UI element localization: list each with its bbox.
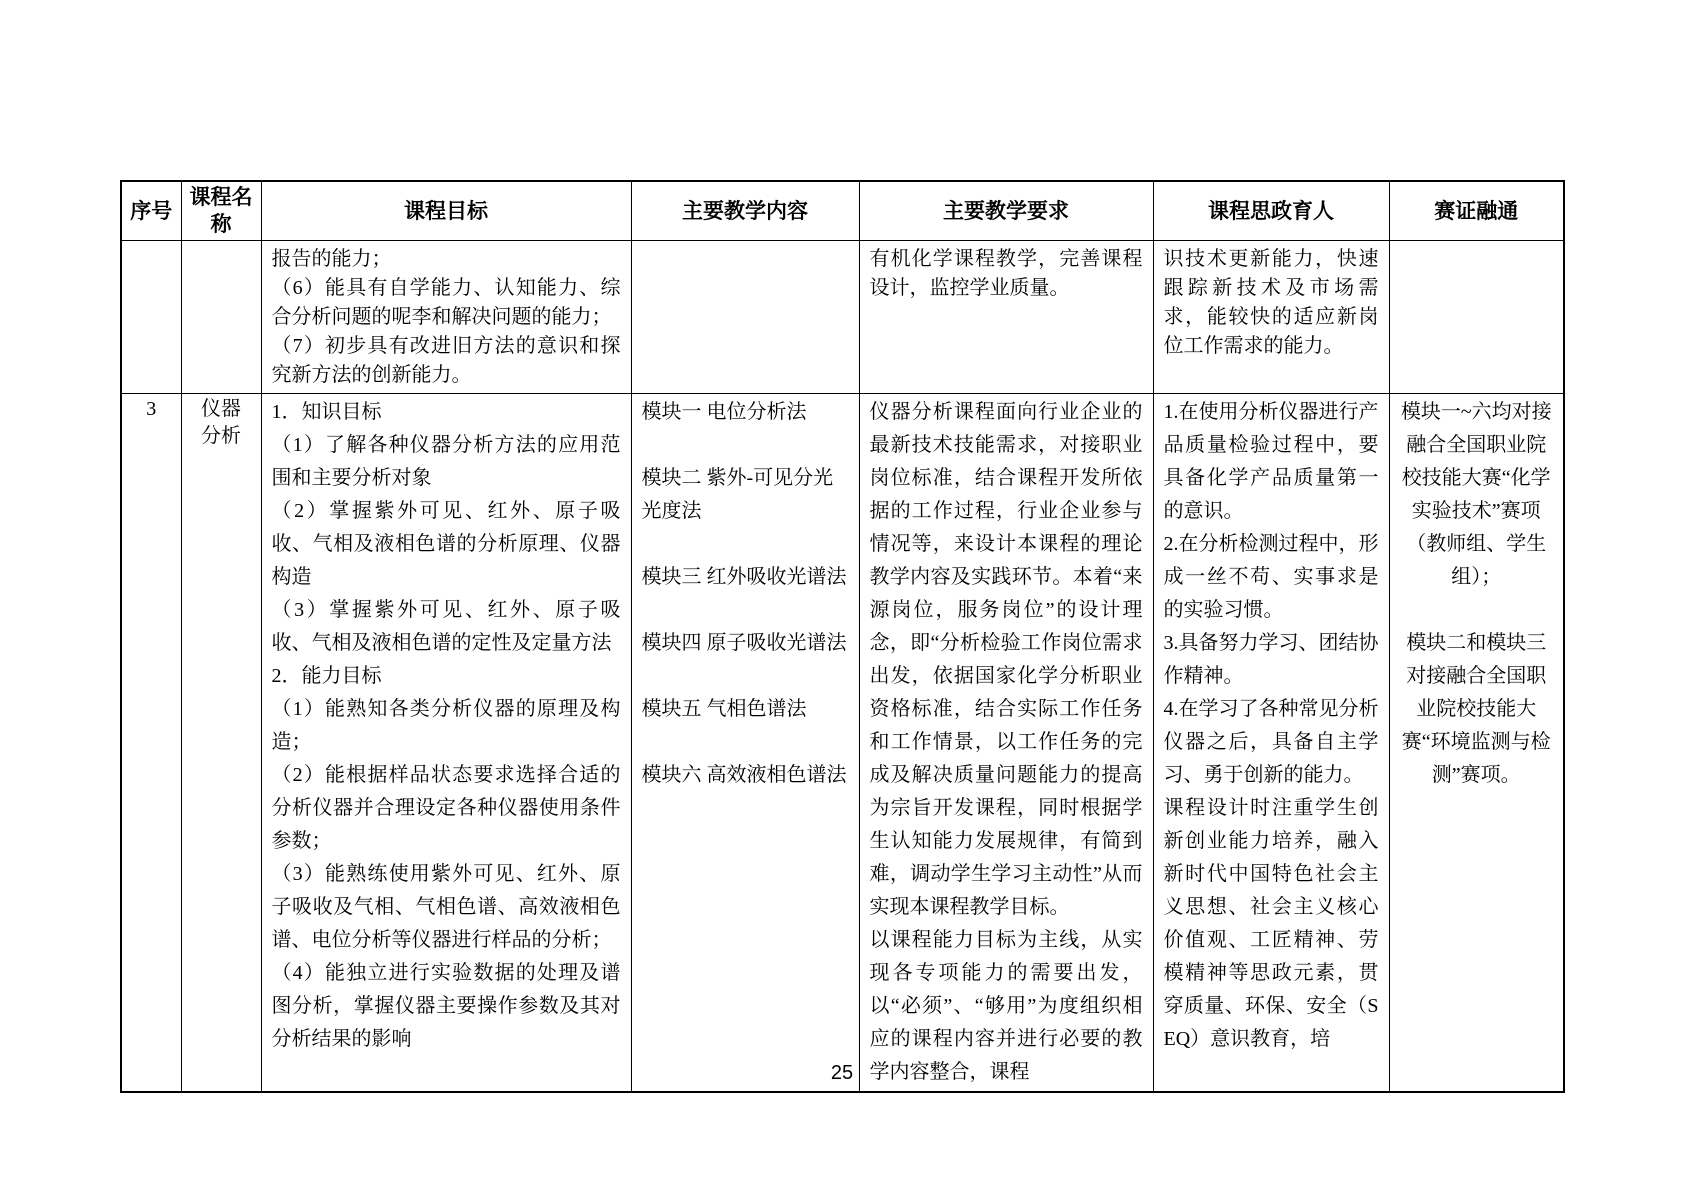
objective-paragraph: （4）能独立进行实验数据的处理及谱图分析，掌握仪器主要操作参数及其对分析结果的影响 <box>271 962 621 1050</box>
row3-requirements-cell <box>859 394 1153 1093</box>
table-row-continuation <box>121 241 1564 394</box>
row3-competition-cell <box>1389 394 1564 1093</box>
requirement-paragraph: 以课程能力目标为主线，从实现各专项能力的需要出发，以“必须”、“够用”为度组织相应的课程内容并进行必要的教学内容整合，课程 <box>869 929 1143 1083</box>
objective-paragraph: （2）掌握紫外可见、红外、原子吸收、气相及液相色谱的分析原理、仪器构造 <box>271 500 621 588</box>
prev-content-cell <box>631 241 859 394</box>
col-header-requirements: 主要教学要求 <box>859 181 1153 241</box>
curriculum-table <box>120 180 1565 1093</box>
row3-objectives-cell <box>261 394 631 1093</box>
module-item: 模块三 红外吸收光谱法 <box>641 566 847 588</box>
prev-objectives-cell <box>261 241 631 394</box>
col-header-objectives: 课程目标 <box>261 181 631 241</box>
objective-paragraph: （2）能根据样品状态要求选择合适的分析仪器并合理设定各种仪器使用条件参数； <box>271 764 621 852</box>
objective-paragraph: （3）掌握紫外可见、红外、原子吸收、气相及液相色谱的定性及定量方法 <box>271 599 621 654</box>
prev-seq-cell <box>121 241 181 394</box>
prev-ideology-cell <box>1153 241 1389 394</box>
objective-paragraph: 2．能力目标 <box>271 665 382 687</box>
row3-ideology-cell <box>1153 394 1389 1093</box>
ideology-paragraph: 1.在使用分析仪器进行产品质量检验过程中，要具备化学产品质量第一的意识。 <box>1163 401 1379 522</box>
module-item: 模块一 电位分析法 <box>641 401 807 423</box>
col-header-ideology: 课程思政育人 <box>1153 181 1389 241</box>
prev-competition-cell <box>1389 241 1564 394</box>
ideology-paragraph: 识技术更新能力，快速跟踪新技术及市场需求，能较快的适应新岗位工作需求的能力。 <box>1163 248 1379 357</box>
module-item: 模块五 气相色谱法 <box>641 698 807 720</box>
course-name: 仪器分析 <box>201 398 241 447</box>
ideology-paragraph: 4.在学习了各种常见分析仪器之后，具备自主学习、勇于创新的能力。 <box>1163 698 1379 786</box>
ideology-paragraph: 3.具备努力学习、团结协作精神。 <box>1163 632 1379 687</box>
objective-paragraph: （1）能熟知各类分析仪器的原理及构造； <box>271 698 621 753</box>
page-number: 25 <box>830 1062 854 1084</box>
prev-requirements-cell <box>859 241 1153 394</box>
col-header-competition: 赛证融通 <box>1389 181 1564 241</box>
col-header-content: 主要教学内容 <box>631 181 859 241</box>
row3-seq-cell <box>121 394 181 1093</box>
table-row-course-3 <box>121 394 1564 1093</box>
competition-paragraph: 模块二和模块三对接融合全国职业院校技能大赛“环境监测与检测”赛项。 <box>1401 632 1551 786</box>
objective-paragraph: 1．知识目标 <box>271 401 382 423</box>
table-header-row <box>121 181 1564 241</box>
requirement-paragraph: 仪器分析课程面向行业企业的最新技术技能需求，对接职业岗位标准，结合课程开发所依据的工作过程，行业企业参与情况等，来设计本课程的理论教学内容及实践环节。本着“来源岗位，服务岗位”的设计理念，即“分析检验工作岗位需求出发，依据国家化学分析职业资格标准，结合实际工作任务和工作情景，以工作任务的完成及解决质量问题能力的提高为宗旨开发课程，同时根据学生认知能力发展规律，有简到难，调动学生学习主动性”从而实现本课程教学目标。 <box>869 401 1143 918</box>
prev-course-name-cell <box>181 241 261 394</box>
ideology-paragraph: 课程设计时注重学生创新创业能力培养，融入新时代中国特色社会主义思想、社会主义核心价值观、工匠精神、劳模精神等思政元素，贯穿质量、环保、安全（SEQ）意识教育，培 <box>1163 797 1379 1050</box>
course-seq: 3 <box>146 398 157 420</box>
objective-paragraph: （1）了解各种仪器分析方法的应用范围和主要分析对象 <box>271 434 621 489</box>
module-item: 模块六 高效液相色谱法 <box>641 764 847 786</box>
ideology-paragraph: 2.在分析检测过程中，形成一丝不苟、实事求是的实验习惯。 <box>1163 533 1379 621</box>
module-item: 模块二 紫外-可见分光光度法 <box>641 467 834 522</box>
requirement-paragraph: 有机化学课程教学，完善课程设计，监控学业质量。 <box>869 248 1143 299</box>
row3-content-cell <box>631 394 859 1093</box>
objective-paragraph: （3）能熟练使用紫外可见、红外、原子吸收及气相、气相色谱、高效液相色谱、电位分析等仪器进行样品的分析； <box>271 863 621 951</box>
col-header-course-name: 课程名称 <box>181 181 261 241</box>
objective-paragraph: （6）能具有自学能力、认知能力、综合分析问题的呢李和解决问题的能力； <box>271 277 621 328</box>
competition-paragraph: 模块一~六均对接融合全国职业院校技能大赛“化学实验技术”赛项（教师组、学生组）； <box>1400 401 1552 588</box>
objective-paragraph: 报告的能力； <box>271 248 392 270</box>
objective-paragraph: （7）初步具有改进旧方法的意识和探究新方法的创新能力。 <box>271 335 621 386</box>
col-header-seq: 序号 <box>121 181 181 241</box>
row3-course-name-cell <box>181 394 261 1093</box>
module-item: 模块四 原子吸收光谱法 <box>641 632 847 654</box>
